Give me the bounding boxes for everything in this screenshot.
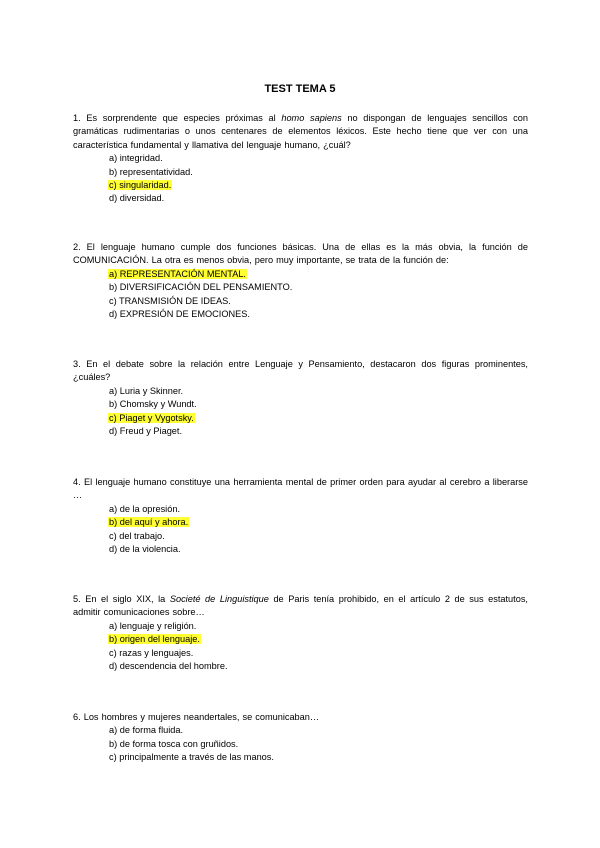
question-6-text: 6. Los hombres y mujeres neandertales, se comunicaban…	[73, 712, 320, 722]
question-3-option-a: a) Luria y Skinner.	[109, 385, 184, 396]
question-3-text: 3. En el debate sobre la relación entre Lenguaje y Pensamiento, destacaron dos figuras prominentes, ¿cuáles?	[73, 359, 528, 383]
question-6-options	[73, 724, 528, 764]
question-4-option-d: d) de la violencia.	[109, 544, 181, 555]
option-item	[108, 530, 528, 543]
option-item	[108, 724, 528, 737]
question-5-option-c: c) razas y lenguajes.	[109, 647, 194, 658]
question-5-italic-term: Societé de Linguistique	[169, 594, 269, 604]
question-5-text-start: 5. En el siglo XIX, la	[73, 594, 170, 604]
option-item	[108, 152, 528, 165]
option-item	[108, 398, 528, 411]
option-item	[108, 281, 528, 294]
question-3-option-d: d) Freud y Piaget.	[109, 426, 183, 437]
question-4-text: 4. El lenguaje humano constituye una herramienta mental de primer orden para ayudar al cerebro a liberarse …	[73, 477, 528, 501]
question-2	[73, 241, 528, 321]
question-5-option-a: a) lenguaje y religión.	[109, 620, 197, 631]
question-2-option-d: d) EXPRESIÓN DE EMOCIONES.	[109, 309, 250, 320]
question-6	[73, 711, 528, 765]
question-4-option-c: c) del trabajo.	[109, 530, 165, 541]
option-item	[108, 295, 528, 308]
option-item	[108, 660, 528, 673]
question-4-option-a: a) de la opresión.	[109, 503, 180, 514]
question-1-options	[73, 152, 528, 206]
option-item	[108, 179, 528, 192]
option-item	[108, 166, 528, 179]
question-1-option-a: a) integridad.	[109, 153, 163, 164]
page-title: TEST TEMA 5	[264, 83, 336, 95]
question-3-option-c-highlighted: c) Piaget y Vygotsky.	[109, 412, 194, 423]
question-6-option-b: b) de forma tosca con gruñidos.	[109, 738, 239, 749]
question-5-option-b-highlighted: b) origen del lenguaje.	[109, 634, 200, 645]
option-item	[108, 647, 528, 660]
question-1-option-b: b) representatividad.	[109, 166, 193, 177]
question-2-text: 2. El lenguaje humano cumple dos funciones básicas. Una de ellas es la más obvia, la función de COMUNICACIÓN. La otra es menos obvia, pero muy importante, se trata de la función de:	[73, 242, 528, 266]
option-item	[108, 633, 528, 646]
question-5	[73, 593, 528, 673]
option-item	[108, 412, 528, 425]
question-6-option-a: a) de forma fluida.	[109, 725, 184, 736]
option-item	[108, 620, 528, 633]
question-3-options	[73, 385, 528, 439]
option-item	[108, 425, 528, 438]
option-item	[108, 543, 528, 556]
question-1-italic-term: homo sapiens	[281, 113, 342, 123]
question-1-text	[73, 112, 528, 152]
question-2-option-a-highlighted: a) REPRESENTACIÓN MENTAL.	[109, 268, 246, 279]
question-1-text-start: 1. Es sorprendente que especies próximas al	[73, 113, 282, 123]
question-5-text	[73, 593, 528, 620]
question-4	[73, 476, 528, 556]
question-3-option-b: b) Chomsky y Wundt.	[109, 399, 197, 410]
question-4-option-b-highlighted: b) del aquí y ahora.	[109, 517, 189, 528]
question-3	[73, 358, 528, 438]
question-1-option-c-highlighted: c) singularidad.	[109, 180, 172, 191]
question-5-option-d: d) descendencia del hombre.	[109, 661, 228, 672]
question-1-option-d: d) diversidad.	[109, 193, 165, 204]
question-6-option-c: c) principalmente a través de las manos.	[109, 752, 274, 763]
option-item	[108, 503, 528, 516]
question-2-options	[73, 268, 528, 322]
option-item	[108, 268, 528, 281]
question-5-text-end: de Paris tenía prohibido, en el artículo 2 de sus estatutos, admitir comunicaciones sobre…	[73, 594, 528, 618]
question-5-options	[73, 620, 528, 674]
option-item	[108, 308, 528, 321]
option-item	[108, 738, 528, 751]
question-1-text-end: no dispongan de lenguajes sencillos con gramáticas rudimentarias o unos centenares de elementos léxicos. Este hecho tiene que ver con una característica fundamental y llamativa del lenguaje humano, ¿cuál?	[73, 113, 528, 150]
option-item	[108, 385, 528, 398]
question-2-option-c: c) TRANSMISIÓN DE IDEAS.	[109, 295, 231, 306]
option-item	[108, 516, 528, 529]
question-4-options	[73, 503, 528, 557]
option-item	[108, 751, 528, 764]
question-1	[73, 112, 528, 206]
question-2-option-b: b) DIVERSIFICACIÓN DEL PENSAMIENTO.	[109, 282, 293, 293]
option-item	[108, 192, 528, 205]
